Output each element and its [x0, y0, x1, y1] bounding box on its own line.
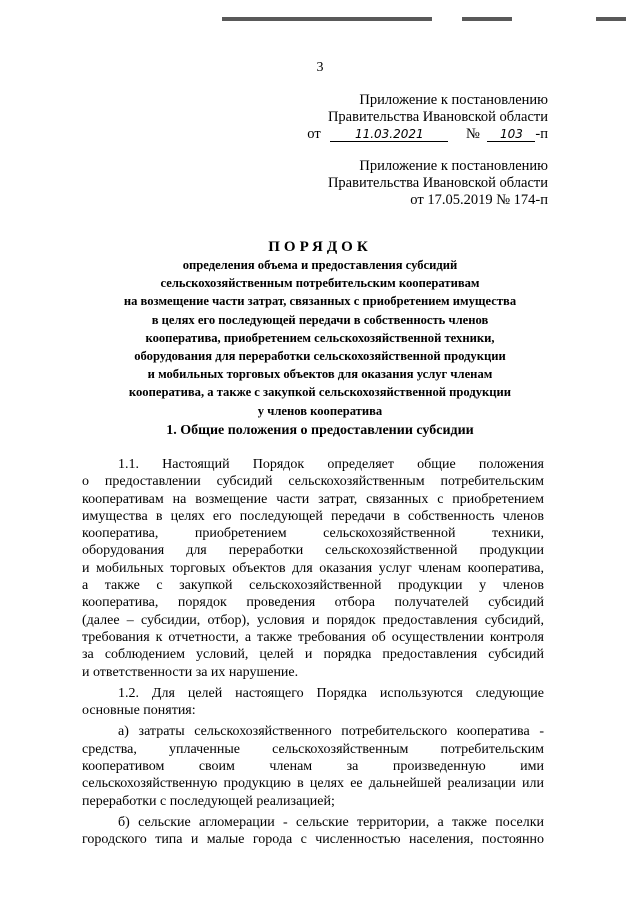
- subtitle-line: кооператива, а также с закупкой сельскохозяйственной продукции: [128, 385, 512, 400]
- paragraph-line: 1.2. Для целей настоящего Порядка используются следующие: [118, 685, 544, 701]
- document-title: ПОРЯДОК: [268, 239, 372, 255]
- paragraph-line: имущества в целях его последующей передачи в собственность членов: [82, 508, 544, 524]
- paragraph-line: 1.1. Настоящий Порядок определяет общие положения: [118, 457, 544, 472]
- section-heading: 1. Общие положения о предоставлении субсидии: [166, 423, 474, 438]
- annex-new-date-prefix: от: [307, 126, 321, 142]
- paragraph-line: кооператива, приобретением сельскохозяйственной техники,: [82, 526, 544, 542]
- paragraph-line: кооперативом своим членам за произведенную ими: [82, 759, 544, 775]
- paragraph-line: а также с закупкой сельскохозяйственной продукции у членов: [82, 578, 544, 594]
- handwritten-number: 103: [487, 128, 535, 142]
- paragraph-line: сельскохозяйственную продукцию в целях ее дальнейшей реализации или: [82, 776, 544, 792]
- paragraph: [82, 814, 544, 849]
- paragraph-line: (далее – субсидии, отбор), условия и порядок предоставления субсидий,: [82, 612, 544, 628]
- paragraph-line: основные понятия:: [82, 703, 196, 719]
- paragraph-line: о предоставлении субсидий сельскохозяйственным потребительским: [82, 474, 544, 490]
- paragraph-line: городского типа и малые города с численностью населения, постоянно: [82, 832, 544, 848]
- scan-artifact: [222, 17, 432, 21]
- subtitle-line: сельскохозяйственным потребительским кооперативам: [160, 276, 480, 291]
- paragraph-line: за соблюдением условий, целей и порядка предоставления субсидий: [82, 647, 544, 663]
- annex-old-block: [328, 158, 548, 209]
- subtitle-line: и мобильных торговых объектов для оказания услуг членам: [147, 367, 493, 382]
- subtitle-line: кооператива, приобретением сельскохозяйственной техники,: [145, 330, 495, 345]
- paragraph-line: требования к отчетности, а также требования об осуществлении контроля: [82, 629, 544, 645]
- subtitle-line: определения объема и предоставления субсидий: [182, 258, 458, 272]
- subtitle-line: оборудования для переработки сельскохозяйственной продукции: [134, 349, 506, 364]
- scan-artifact: [596, 17, 626, 21]
- annex-new-number-suffix: -п: [535, 126, 548, 142]
- annex-new-date-line: [307, 126, 548, 143]
- paragraph-line: а) затраты сельскохозяйственного потребительского кооператива -: [118, 724, 544, 740]
- subtitle-line: в целях его последующей передачи в собственность членов: [151, 312, 489, 327]
- annex-old-line1: Приложение к постановлению: [359, 158, 548, 174]
- document-subtitle: [60, 256, 580, 420]
- annex-old-line3: от 17.05.2019 № 174-п: [410, 192, 548, 208]
- annex-new-line2: Правительства Ивановской области: [327, 109, 548, 125]
- paragraph-line: оборудования для переработки сельскохозяйственной продукции: [82, 543, 544, 559]
- paragraph-line: переработки с последующей реализацией;: [82, 793, 335, 809]
- paragraph: [82, 685, 544, 720]
- paragraph-line: и мобильных торговых объектов для оказания услуг членам кооператива,: [82, 560, 544, 576]
- body-text: [82, 456, 544, 849]
- subtitle-line: на возмещение части затрат, связанных с приобретением имущества: [123, 294, 517, 309]
- annex-old-line2: Правительства Ивановской области: [327, 175, 548, 191]
- paragraph-line: и ответственности за их нарушение.: [82, 664, 299, 680]
- page-number: 3: [316, 60, 324, 75]
- paragraph-line: кооперативам на возмещение части затрат, связанных с приобретением: [82, 491, 544, 507]
- scan-artifact: [462, 17, 512, 21]
- annex-new-line1: Приложение к постановлению: [359, 92, 548, 108]
- paragraph: [82, 723, 544, 809]
- paragraph: [82, 456, 544, 681]
- annex-new-block: [307, 92, 548, 143]
- paragraph-line: б) сельские агломерации - сельские территории, а также поселки: [118, 814, 544, 830]
- subtitle-line: у членов кооператива: [257, 403, 383, 418]
- paragraph-line: средства, уплаченные сельскохозяйственным потребительским: [82, 741, 544, 757]
- paragraph-line: кооператива, порядок проведения отбора получателей субсидий: [82, 595, 544, 611]
- handwritten-date: 11.03.2021: [330, 128, 448, 142]
- annex-new-number-prefix: №: [465, 126, 480, 142]
